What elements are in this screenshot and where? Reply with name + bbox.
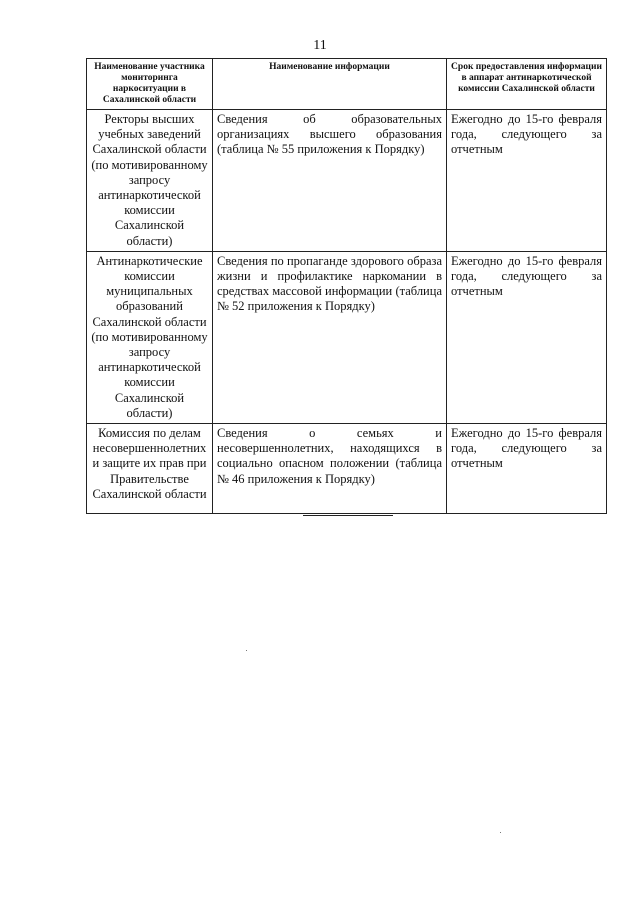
- header-participant: Наименование участника мониторинга наркоситуации в Сахалинской области: [87, 59, 213, 110]
- end-of-document-line: [303, 515, 393, 516]
- information-cell: Сведения по пропаганде здорового образа жизни и профилактике наркомании в средствах массовой информации (таблица № 52 приложения к Порядку): [213, 251, 447, 423]
- header-information: Наименование информации: [213, 59, 447, 110]
- header-deadline: Срок предоставления информации в аппарат антинаркотической комиссии Сахалинской области: [447, 59, 607, 110]
- deadline-cell: Ежегодно до 15-го февраля года, следующего за отчетным: [447, 424, 607, 514]
- deadline-cell: Ежегодно до 15-го февраля года, следующего за отчетным: [447, 110, 607, 252]
- information-cell: Сведения об образовательных организациях высшего образования (таблица № 55 приложения к Порядку): [213, 110, 447, 252]
- table-header-row: [87, 59, 607, 110]
- scan-speck: [500, 832, 501, 833]
- deadline-cell: Ежегодно до 15-го февраля года, следующего за отчетным: [447, 251, 607, 423]
- table-row: [87, 110, 607, 252]
- monitoring-table: [86, 58, 607, 514]
- participant-cell: Комиссия по делам несовершеннолетних и защите их прав при Правительстве Сахалинской области: [87, 424, 213, 514]
- table-row: [87, 251, 607, 423]
- table-row: [87, 424, 607, 514]
- scan-speck: [246, 650, 247, 651]
- information-cell: Сведения о семьях и несовершеннолетних, находящихся в социально опасном положении (таблица № 46 приложения к Порядку): [213, 424, 447, 514]
- page-number: 11: [313, 38, 327, 53]
- participant-cell: Ректоры высших учебных заведений Сахалинской области (по мотивированному запросу антинаркотической комиссии Сахалинской области): [87, 110, 213, 252]
- participant-cell: Антинаркотические комиссии муниципальных образований Сахалинской области (по мотивированному запросу антинаркотической комиссии Сахалинской области): [87, 251, 213, 423]
